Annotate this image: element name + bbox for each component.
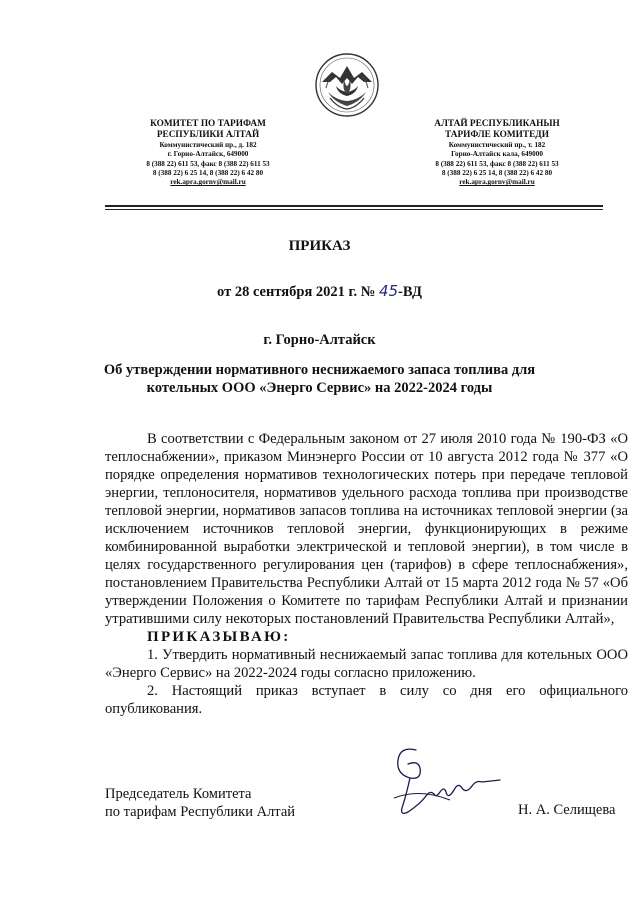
org-name-right-line1: АЛТАЙ РЕСПУБЛИКАНЫН bbox=[434, 119, 560, 129]
address-left-line1: Коммунистический пр., д. 182 bbox=[159, 141, 257, 149]
email-right: rek.apra.gornv@mail.ru bbox=[459, 178, 535, 187]
phone-left-line1: 8 (388 22) 611 53, факс 8 (388 22) 611 53 bbox=[146, 159, 270, 168]
document-title: ПРИКАЗ bbox=[288, 238, 351, 254]
document-body bbox=[105, 430, 628, 718]
preamble-paragraph: В соответствии с Федеральным законом от 27 июля 2010 года № 190-ФЗ «О теплоснабжении», приказом Минэнерго России от 10 августа 2012 года № 377 «О порядке определения нормативов технологических потерь при передаче тепловой энергии, теплоносителя, нормативов удельного расхода топлива при производстве тепловой энергии, нормативов запасов топлива на источниках тепловой энергии (за исключением источников тепловой энергии, функционирующих в режиме комбинированной выработки электрической и тепловой энергии), в том числе в целях государственного регулирования цен (тарифов) в сфере теплоснабжения», постановлением Правительства Республики Алтай от 15 марта 2012 года № 57 «Об утверждении Положения о Комитете по тарифам Республики Алтай и признании утратившими силу некоторых постановлений Правительства Республики Алтай», bbox=[105, 431, 628, 627]
phone-right-line2: 8 (388 22) 6 25 14, 8 (388 22) 6 42 80 bbox=[441, 168, 553, 177]
handwritten-number: 45 bbox=[378, 282, 399, 300]
orders-heading: ПРИКАЗЫВАЮ: bbox=[147, 629, 291, 645]
handwritten-signature bbox=[380, 738, 510, 823]
email-left: rek.apra.gornv@mail.ru bbox=[170, 178, 246, 187]
signatory-role bbox=[105, 785, 295, 821]
address-right-line1: Коммунистический пр., т. 182 bbox=[448, 141, 546, 149]
document-date-number bbox=[0, 282, 639, 301]
document-city: г. Горно-Алтайск bbox=[263, 332, 376, 348]
subject-line2: котельных ООО «Энерго Сервис» на 2022-2024 годы bbox=[146, 380, 493, 396]
header-divider-thin bbox=[105, 209, 603, 210]
org-name-left-line1: КОМИТЕТ ПО ТАРИФАМ bbox=[150, 119, 266, 129]
header-divider-thick bbox=[105, 205, 603, 207]
number-suffix: -ВД bbox=[398, 284, 422, 300]
order-item-1: 1. Утвердить нормативный неснижаемый запас топлива для котельных ООО «Энерго Сервис» на 2022-2024 годы согласно приложению. bbox=[105, 647, 628, 681]
org-name-left-line2: РЕСПУБЛИКИ АЛТАЙ bbox=[156, 130, 260, 140]
header-right-block bbox=[387, 119, 607, 187]
header-left-block bbox=[98, 119, 318, 187]
date-prefix: от 28 сентября 2021 г. № bbox=[217, 284, 376, 300]
org-name-right-line2: ТАРИФЛЕ КОМИТЕДИ bbox=[445, 130, 549, 140]
address-right-line2: Горно-Алтайск кала, 649000 bbox=[451, 150, 543, 159]
phone-left-line2: 8 (388 22) 6 25 14, 8 (388 22) 6 42 80 bbox=[152, 168, 264, 177]
role-line2: по тарифам Республики Алтай bbox=[105, 804, 296, 820]
order-item-2: 2. Настоящий приказ вступает в силу со дня его официального опубликования. bbox=[105, 683, 628, 717]
address-left-line2: г. Горно-Алтайск, 649000 bbox=[167, 150, 249, 159]
signatory-name: Н. А. Селищева bbox=[518, 802, 616, 818]
document-subject bbox=[0, 361, 639, 397]
phone-right-line1: 8 (388 22) 611 53, факс 8 (388 22) 611 53 bbox=[435, 159, 559, 168]
subject-line1: Об утверждении нормативного неснижаемого запаса топлива для bbox=[103, 362, 536, 378]
emblem-icon bbox=[314, 52, 380, 118]
role-line1: Председатель Комитета bbox=[105, 786, 252, 802]
